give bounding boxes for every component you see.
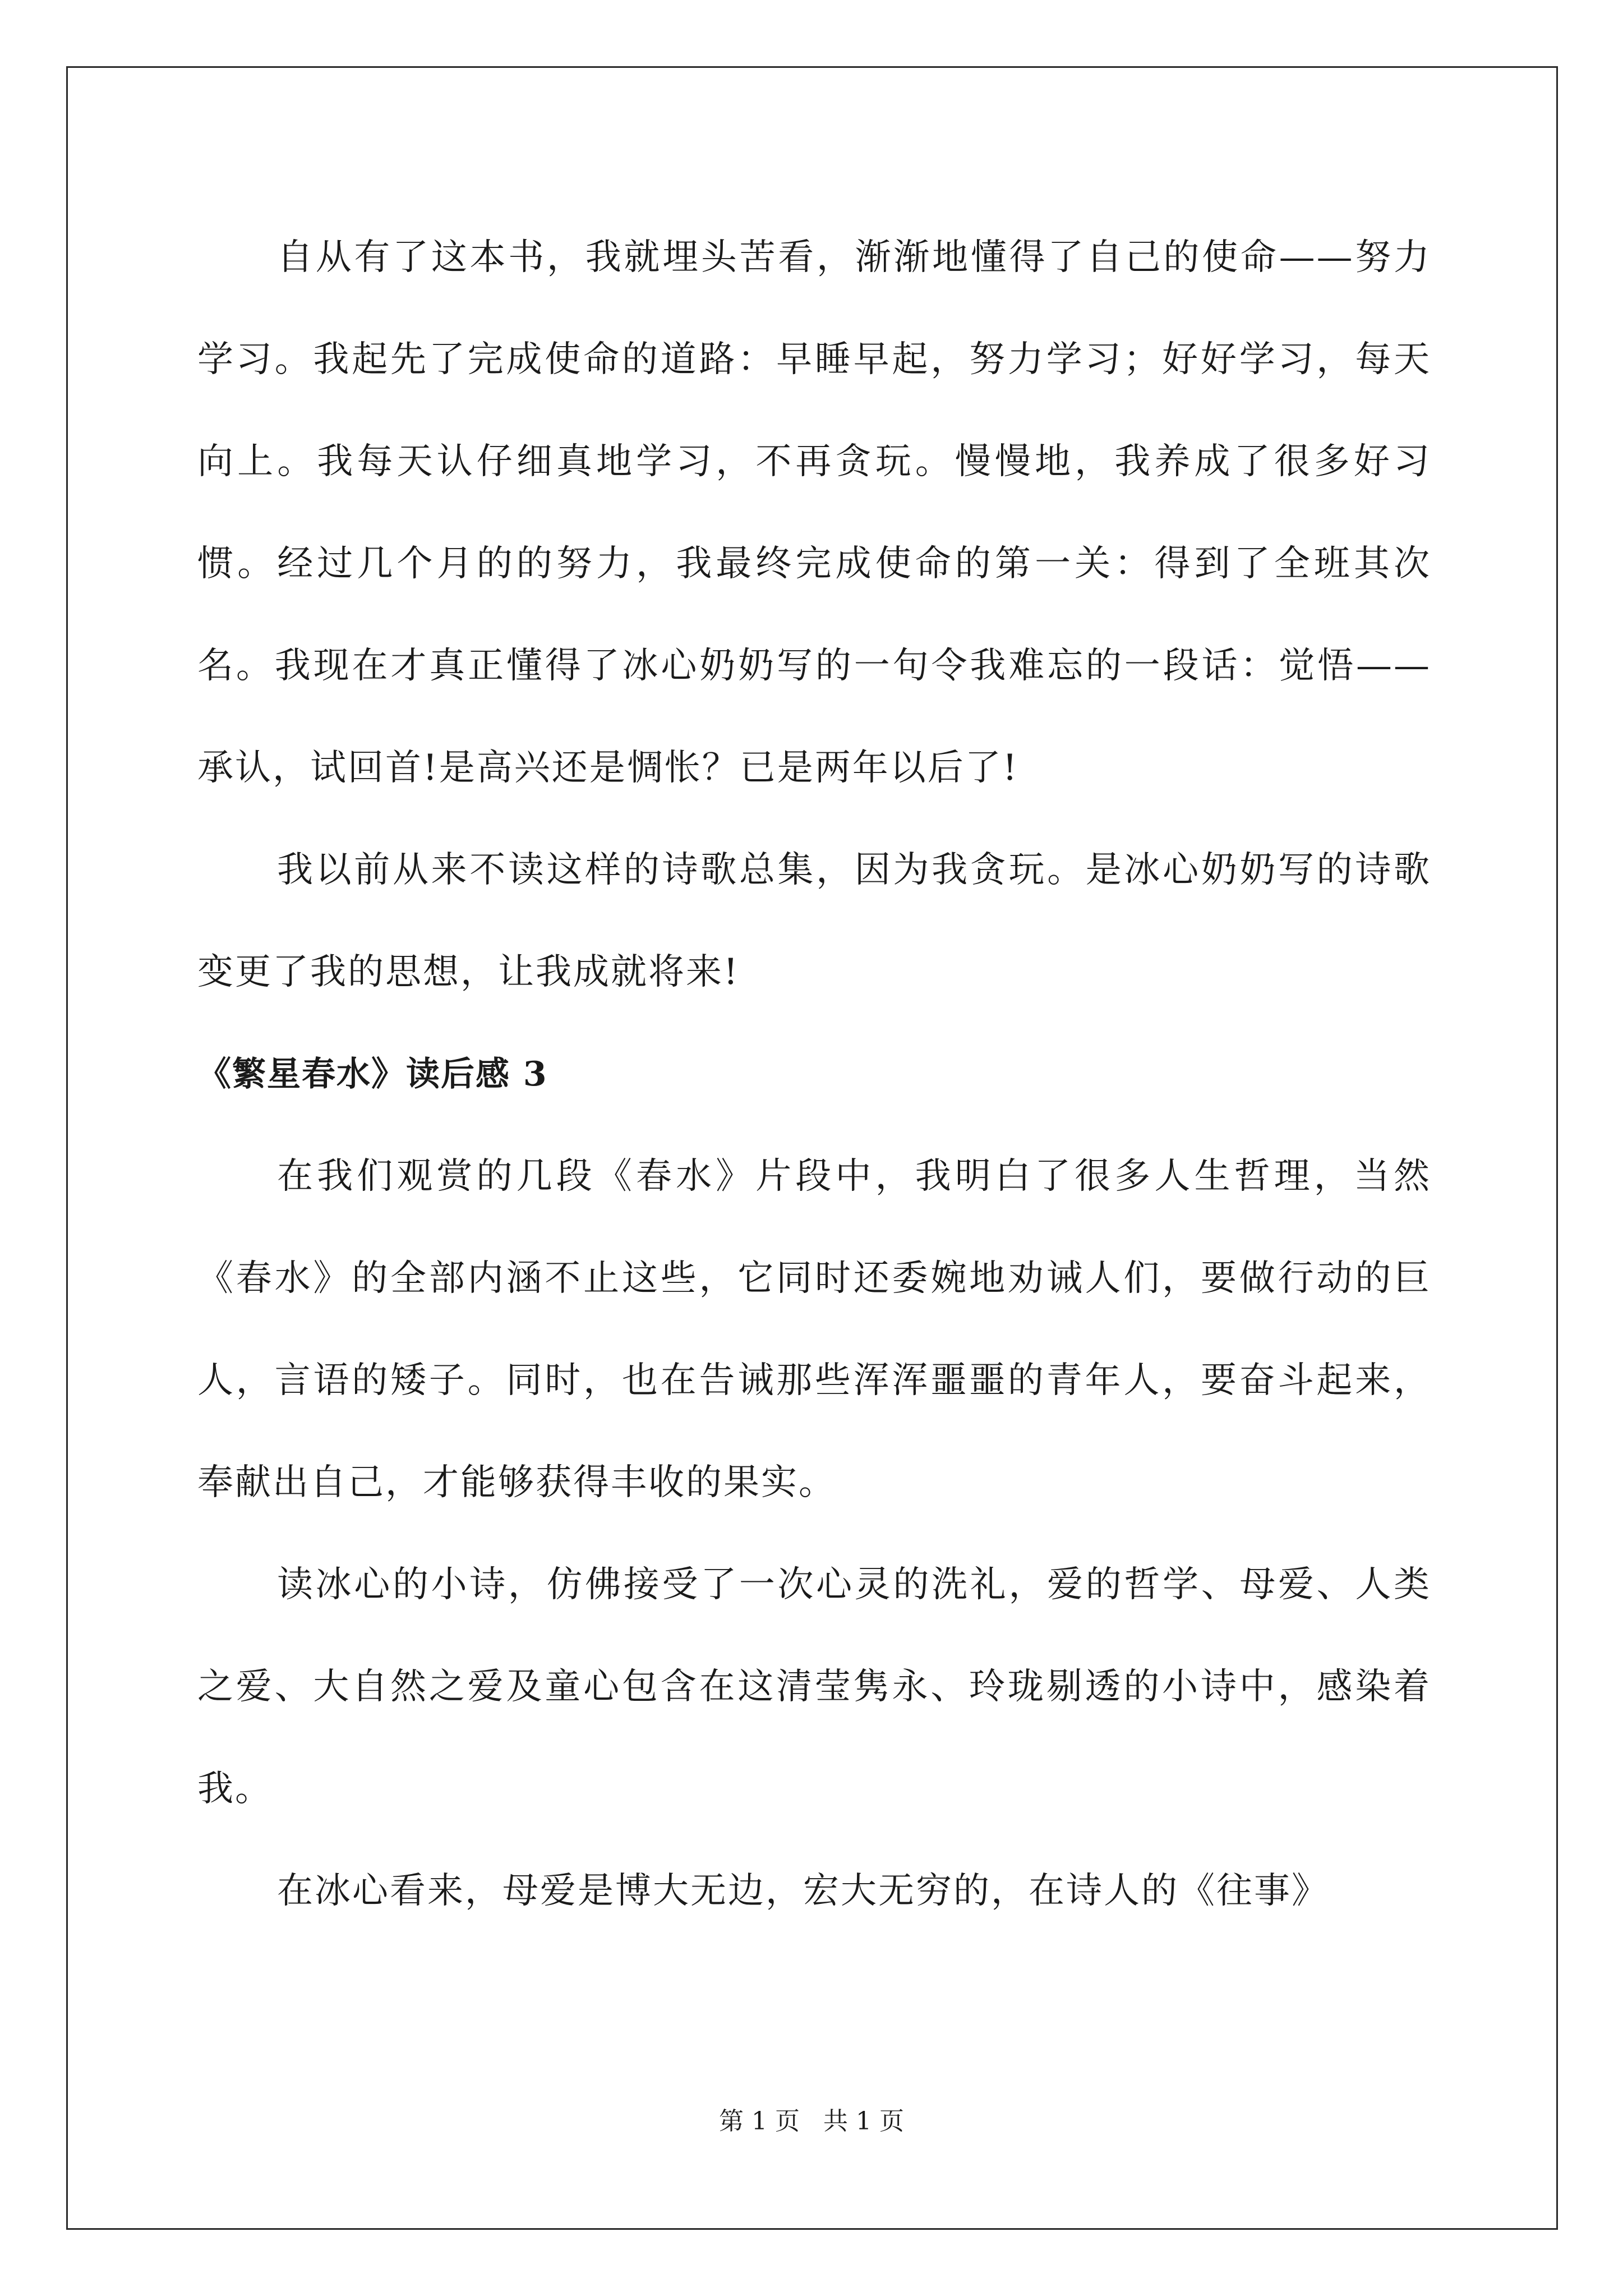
- paragraph-4: 读冰心的小诗，仿佛接受了一次心灵的洗礼，爱的哲学、母爱、人类之爱、大自然之爱及童心包含在这清莹隽永、玲珑剔透的小诗中，感染着我。: [197, 1564, 1431, 1810]
- page-number: 第 1 页: [719, 2107, 800, 2136]
- paragraph-2: 我以前从来不读这样的诗歌总集，因为我贪玩。是冰心奶奶写的诗歌变更了我的思想，让我成就将来!: [197, 849, 1431, 993]
- page-footer: [0, 2101, 1623, 2137]
- page-total: 共 1 页: [823, 2107, 904, 2136]
- paragraph-1: 自从有了这本书，我就埋头苦看，渐渐地懂得了自己的使命——努力学习。我起先了完成使命的道路：早睡早起，努力学习；好好学习，每天向上。我每天认仔细真地学习，不再贪玩。慢慢地，我养成了很多好习惯。经过几个月的的努力，我最终完成使命的第一关：得到了全班其次名。我现在才真正懂得了冰心奶奶写的一句令我难忘的一段话：觉悟——承认，试回首!是高兴还是惆怅？已是两年以后了!: [197, 237, 1431, 789]
- paragraph-3: 在我们观赏的几段《春水》片段中，我明白了很多人生哲理，当然《春水》的全部内涵不止这些，它同时还委婉地劝诫人们，要做行动的巨人，言语的矮子。同时，也在告诫那些浑浑噩噩的青年人，要奋斗起来，奉献出自己，才能够获得丰收的果实。: [197, 1156, 1431, 1503]
- paragraph-5: 在冰心看来，母爱是博大无边，宏大无穷的，在诗人的《往事》: [277, 1870, 1329, 1912]
- section-title: 《繁星春水》读后感 3: [197, 1055, 548, 1094]
- document-body: [197, 206, 1431, 1942]
